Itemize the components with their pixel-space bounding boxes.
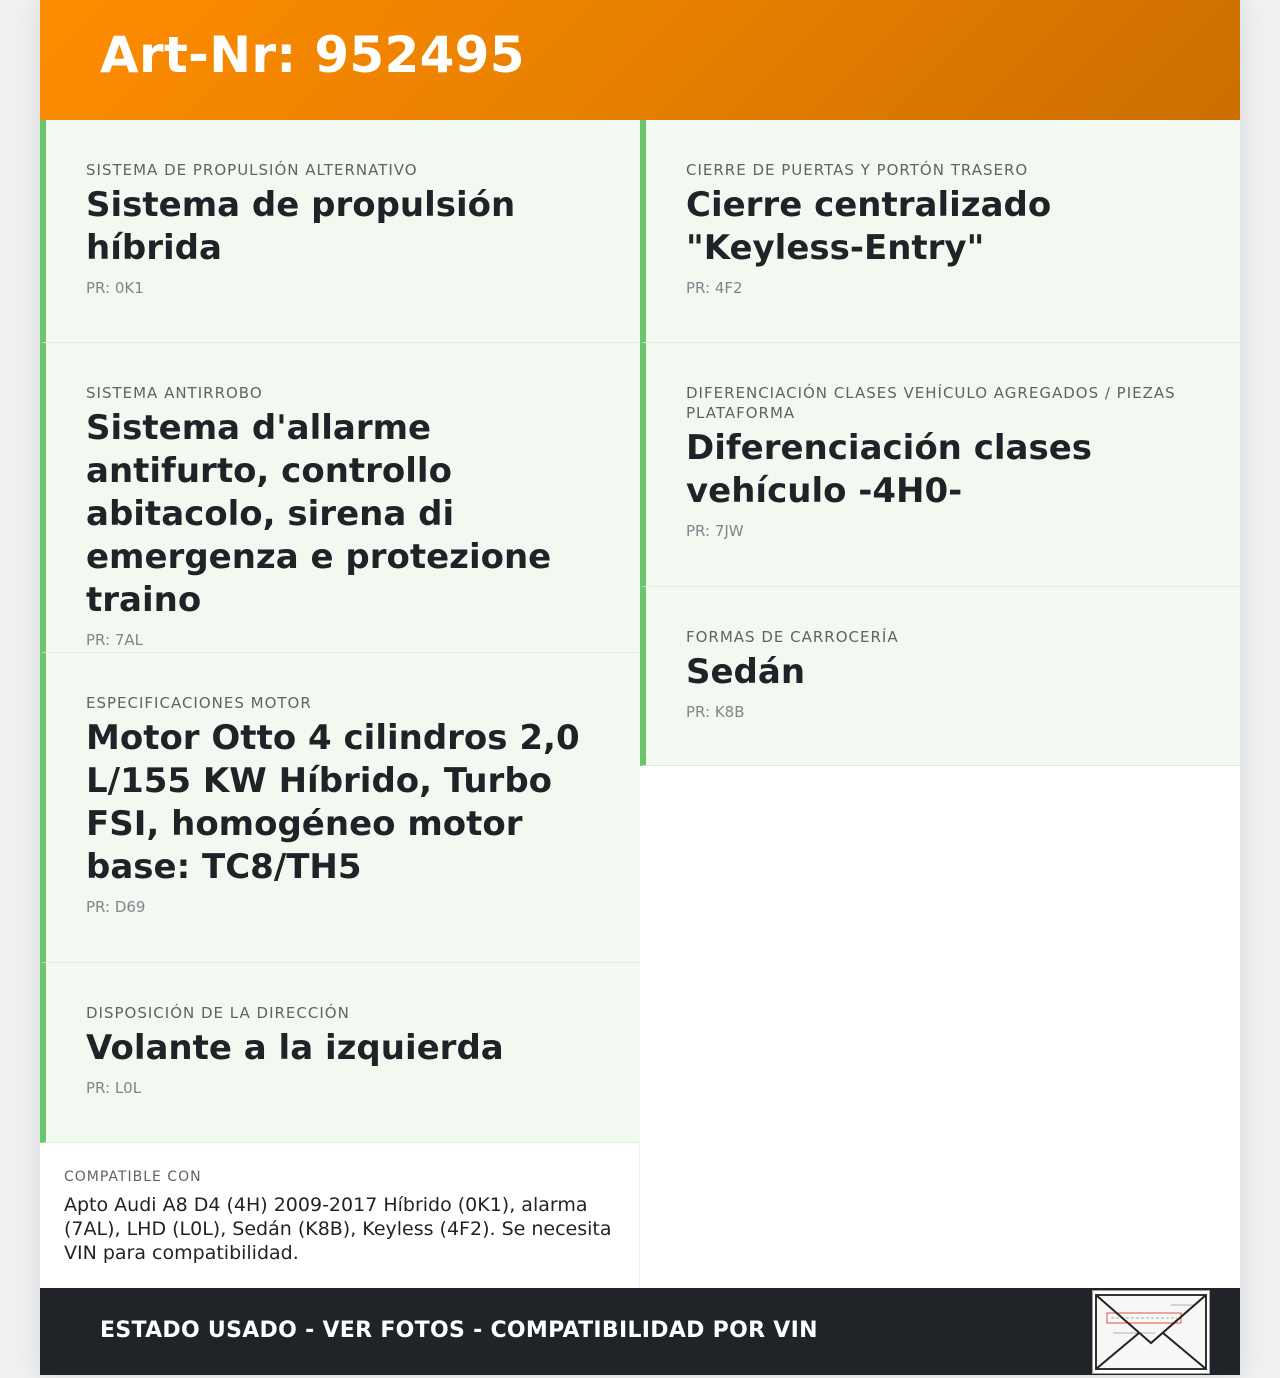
spec-card-antitheft (40, 343, 640, 653)
spec-pr-code: PR: L0L (86, 1079, 142, 1097)
envelope-icon (1093, 1291, 1209, 1373)
left-column (40, 120, 640, 1143)
spec-value: Motor Otto 4 cilindros 2,0 L/155 KW Híbrido, Turbo FSI, homogéneo motor base: TC8/TH5 (86, 718, 580, 887)
spec-category: FORMAS DE CARROCERÍA (686, 628, 899, 646)
page (40, 0, 1240, 1375)
spec-card-locking (640, 120, 1240, 343)
spec-pr-code: PR: 4F2 (686, 279, 743, 297)
spec-pr-code: PR: 7JW (686, 522, 744, 540)
compatibility-text: Apto Audi A8 D4 (4H) 2009-2017 Híbrido (0K1), alarma (7AL), LHD (L0L), Sedán (K8B), Keyless (4F2). Se necesita VIN para compatibilidad. (64, 1194, 612, 1264)
spec-value: Sistema de propulsión híbrida (86, 185, 516, 268)
spec-card-propulsion (40, 120, 640, 343)
compatibility-label: COMPATIBLE CON (64, 1169, 202, 1185)
spec-category: SISTEMA ANTIRROBO (86, 384, 263, 402)
spec-pr-code: PR: 0K1 (86, 279, 144, 297)
footer (40, 1288, 1240, 1375)
spec-category: SISTEMA DE PROPULSIÓN ALTERNATIVO (86, 161, 418, 179)
spec-card-engine (40, 653, 640, 963)
spec-pr-code: PR: K8B (686, 703, 745, 721)
spec-value: Sistema d'allarme antifurto, controllo abitacolo, sirena di emergenza e protezione traino (86, 408, 552, 620)
spec-value: Cierre centralizado "Keyless-Entry" (686, 185, 1052, 268)
spec-category: ESPECIFICACIONES MOTOR (86, 694, 312, 712)
spec-value: Sedán (686, 652, 806, 692)
spec-category: DIFERENCIACIÓN CLASES VEHÍCULO AGREGADOS / PIEZAS PLATAFORMA (686, 384, 1176, 422)
spec-card-vehicle-class (640, 343, 1240, 587)
photo-thumbnail[interactable] (1092, 1290, 1210, 1374)
footer-text: ESTADO USADO - VER FOTOS - COMPATIBILIDAD POR VIN (100, 1318, 818, 1343)
spec-pr-code: PR: D69 (86, 898, 146, 916)
header (40, 0, 1240, 120)
spec-category: CIERRE DE PUERTAS Y PORTÓN TRASERO (686, 161, 1029, 179)
spec-card-steering (40, 963, 640, 1143)
spec-category: DISPOSICIÓN DE LA DIRECCIÓN (86, 1004, 350, 1022)
spec-value: Diferenciación clases vehículo -4H0- (686, 428, 1093, 511)
spec-card-body-type (640, 587, 1240, 766)
page-title: Art-Nr: 952495 (100, 26, 525, 84)
right-column (640, 120, 1240, 766)
spec-value: Volante a la izquierda (86, 1028, 504, 1068)
compatibility-section (40, 1143, 640, 1288)
spec-pr-code: PR: 7AL (86, 631, 143, 649)
